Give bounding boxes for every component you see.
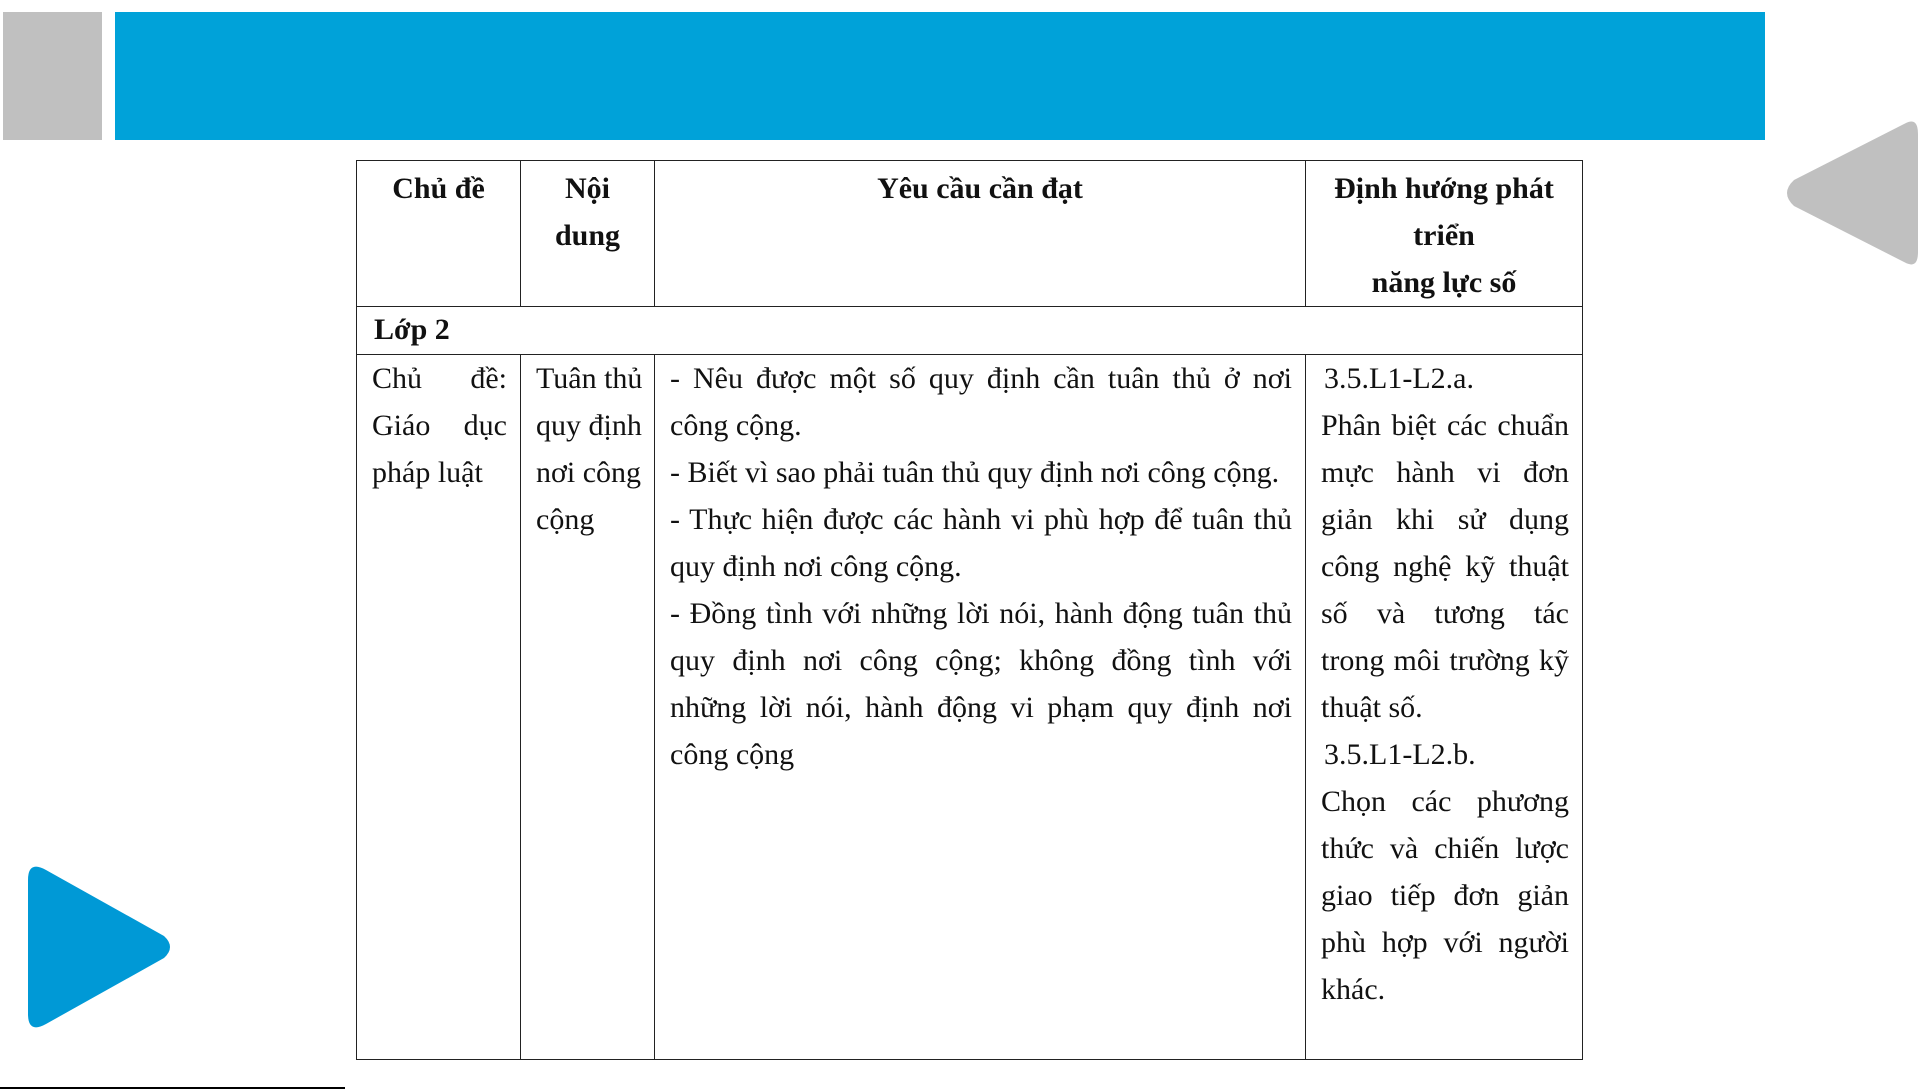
header-digital-competence: Định hướng phát triển năng lực số (1306, 161, 1583, 307)
header-requirements: Yêu cầu cần đạt (655, 161, 1306, 307)
requirement-item: - Nêu được một số quy định cần tuân thủ ở nơi công cộng. (670, 362, 1292, 442)
table-header-row (357, 161, 1583, 307)
competence-text-b: Chọn các phương thức và chiến lược giao tiếp đơn giản phù hợp với người khác. (1321, 785, 1569, 1006)
header-topic: Chủ đề (357, 161, 521, 307)
table-row (357, 355, 1583, 1060)
cell-topic: Chủ đề: Giáo dục pháp luật (357, 355, 521, 1060)
class-level-row (357, 307, 1583, 355)
cell-digital-competence (1306, 355, 1583, 1060)
class-label: Lớp 2 (357, 307, 1583, 355)
cell-content: Tuân thủ quy định nơi công cộng (521, 355, 655, 1060)
gray-square-decoration (3, 12, 102, 140)
cell-requirements (655, 355, 1306, 1060)
competence-text-a: Phân biệt các chuẩn mực hành vi đơn giản khi sử dụng công nghệ kỹ thuật số và tương tác trong môi trường kỹ thuật số. (1321, 409, 1569, 724)
competence-code-a: 3.5.L1-L2.a. (1324, 362, 1474, 395)
requirement-item: - Đồng tình với những lời nói, hành động tuân thủ quy định nơi công cộng; không đồng tình với những lời nói, hành động vi phạm quy định nơi công cộng (670, 597, 1292, 771)
next-slide-icon[interactable] (26, 862, 176, 1032)
requirement-item: - Biết vì sao phải tuân thủ quy định nơi công cộng. (670, 456, 1280, 489)
requirement-item: - Thực hiện được các hành vi phù hợp để tuân thủ quy định nơi công cộng. (670, 503, 1292, 583)
header-bar (115, 12, 1765, 140)
previous-slide-icon[interactable] (1784, 120, 1921, 266)
curriculum-table (356, 160, 1583, 1060)
header-content: Nội dung (521, 161, 655, 307)
competence-code-b: 3.5.L1-L2.b. (1324, 738, 1476, 771)
